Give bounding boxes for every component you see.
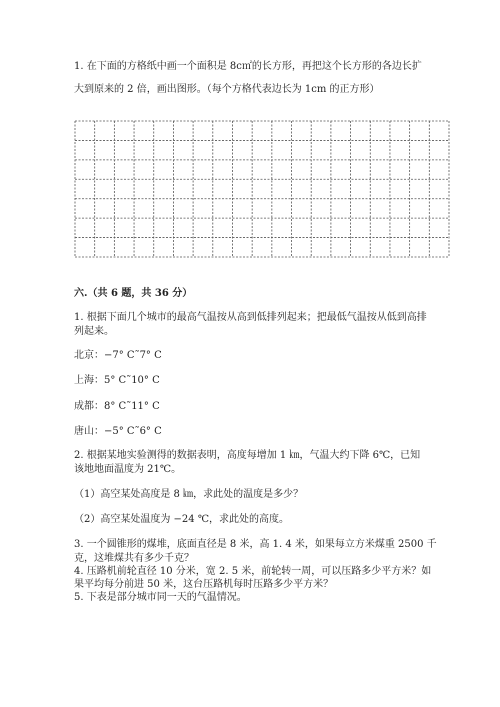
city-temp-shanghai: 上海：5° C˜10° C bbox=[74, 375, 160, 386]
p5-text-line1: 5. 下表是部分城市同一天的气温情况。 bbox=[74, 592, 247, 603]
city-temp-tangshan: 唐山：−5° C˜6° C bbox=[74, 426, 162, 437]
square-grid-paper bbox=[74, 120, 450, 258]
q1-text-line2: 大到原来的 2 倍，画出图形。（每个方格代表边长为 1cm 的正方形） bbox=[74, 84, 380, 95]
p2-text-line1: 2. 根据某地实验测得的数据表明，高度每增加 1 ㎞，气温大约下降 6℃，已知 bbox=[74, 450, 421, 461]
section-title: 六.（共 6 题，共 36 分） bbox=[74, 288, 193, 299]
p3-text-line2: 克，这堆煤共有多少千克？ bbox=[74, 553, 194, 564]
p4-text-line1: 4. 压路机前轮直径 10 分米，宽 2. 5 米，前轮转一周，可以压路多少平方米？如 bbox=[74, 566, 432, 577]
p1-text-line2: 列起来。 bbox=[74, 326, 114, 337]
p2-subquestion-1: （1）高空某处高度是 8 ㎞，求此处的温度是多少？ bbox=[74, 489, 304, 500]
q1-text-line1: 1. 在下面的方格纸中画一个面积是 8c㎡的长方形，再把这个长方形的各边长扩 bbox=[74, 61, 422, 72]
p1-text-line1: 1. 根据下面几个城市的最高气温按从高到低排列起来；把最低气温按从低到高排 bbox=[74, 312, 427, 323]
city-temp-beijing: 北京：−7° C˜7° C bbox=[74, 350, 162, 361]
p2-text-line2: 该地地面温度为 21℃。 bbox=[74, 464, 182, 475]
p2-subquestion-2: （2）高空某处温度为 −24 ℃，求此处的高度。 bbox=[74, 514, 290, 525]
p3-text-line1: 3. 一个圆锥形的煤堆，底面直径是 8 米，高 1. 4 米，如果每立方米煤重 2500 千 bbox=[74, 539, 437, 550]
p4-text-line2: 果平均每分前进 50 米，这台压路机每时压路多少平方米？ bbox=[74, 579, 334, 590]
city-temp-chengdu: 成都：8° C˜11° C bbox=[74, 401, 160, 412]
